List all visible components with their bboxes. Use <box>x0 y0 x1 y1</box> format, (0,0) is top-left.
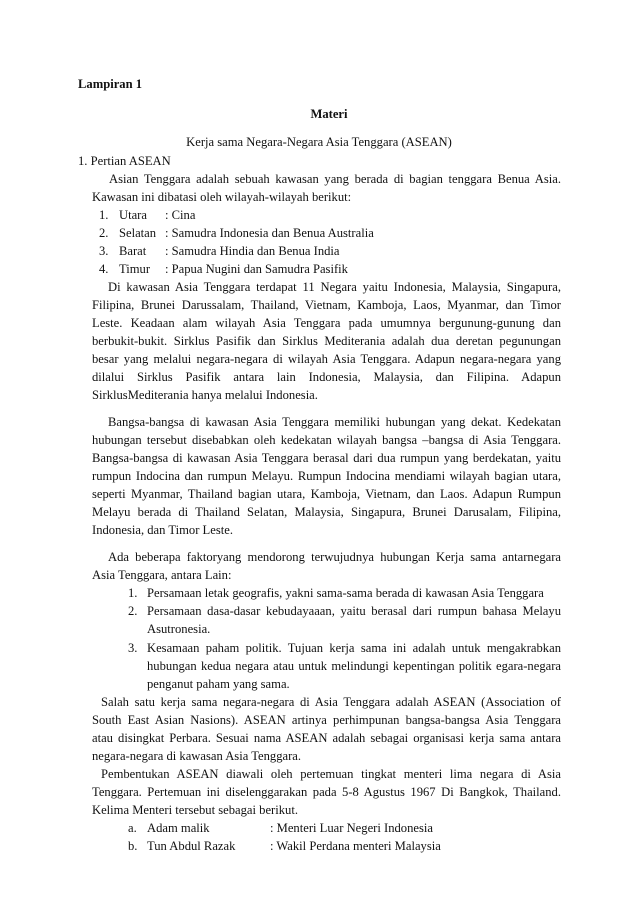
list-item: 2. Selatan : Samudra Indonesia dan Benua Australia <box>99 226 374 240</box>
paragraph-line: Ada beberapa faktoryang mendorong terwujudnya hubungan Kerja sama antarnegara <box>108 550 561 564</box>
paragraph-line: Filipina, Brunei Darussalam, Thailand, Vietnam, Kamboja, Laos, Myanmar, dan Timor <box>92 298 561 312</box>
paragraph-line: hubungan tersebut disebabkan oleh kedekatan wilayah bangsa –bangsa di Asia Tenggara. <box>92 433 561 447</box>
list-item: hubungan kedua negara atau untuk melindungi kepentingan politik egara-negara <box>147 659 561 673</box>
paragraph-line: rumpun Indocina dan rumpun Melayu. Rumpun Indocina mendiami wilayah bagian utara, <box>92 469 561 483</box>
paragraph-line: Kelima Menteri tersebut sebagai berikut. <box>92 803 298 817</box>
paragraph-line: Indonesia, dan Timor Leste. <box>92 523 233 537</box>
paragraph-line: seperti Myanmar, Thailand bagian utara, Kamboja, Vietnam, dan Laos. Adapun Rumpun <box>92 487 561 501</box>
intro-line: Asian Tenggara adalah sebuah kawasan yang berada di bagian tenggara Benua Asia. <box>109 172 561 186</box>
title-materi: Materi <box>310 107 348 121</box>
paragraph-line: negara-negara di kawasan Asia Tenggara. <box>92 749 302 763</box>
section-heading: 1. Pertian ASEAN <box>78 154 171 168</box>
list-number: 1. <box>128 586 138 600</box>
subtitle: Kerja sama Negara-Negara Asia Tenggara (ASEAN) <box>186 135 452 149</box>
paragraph-line: Salah satu kerja sama negara-negara di Asia Tenggara adalah ASEAN (Association of <box>101 695 561 709</box>
paragraph-line: Bangsa-bangsa di kawasan Asia Tenggara berasal dari dua rumpun yang berdekatan, yaitu <box>92 451 561 465</box>
paragraph-line: dilalui Sirklus Pasifik antara lain Indonesia, Malaysia, dan Filipina. Adapun <box>92 370 561 384</box>
heading-lampiran: Lampiran 1 <box>78 77 143 91</box>
list-item: 1. Utara : Cina <box>99 208 196 222</box>
list-item: a. Adam malik : Menteri Luar Negeri Indonesia <box>128 821 433 835</box>
paragraph-line: Bangsa-bangsa di kawasan Asia Tenggara memiliki hubungan yang dekat. Kedekatan <box>108 415 561 429</box>
paragraph-line: Melayu berada di Thailand Selatan, Malaysia, Singapura, Brunei Darusalam, Filipina, <box>92 505 561 519</box>
paragraph-line: berbukit-bukit. Sirklus Pasifik dan Sirklus Mediterania adalah dua deretan pegunungan <box>92 334 561 348</box>
list-item: b. Tun Abdul Razak : Wakil Perdana menteri Malaysia <box>128 839 441 853</box>
paragraph-line: Leste. Keadaan alam wilayah Asia Tenggara pada umumnya bergunung-gunung dan <box>92 316 561 330</box>
paragraph-line: besar yang melalui negara-negara di wilayah Asia Tenggara. Adapun negara-negara yang <box>92 352 561 366</box>
paragraph-line: Asia Tenggara, antara Lain: <box>92 568 232 582</box>
list-item: 4. Timur : Papua Nugini dan Samudra Pasifik <box>99 262 348 276</box>
paragraph-line: South East Asian Nasions). ASEAN artinya perhimpunan bangsa-bangsa Asia Tenggara <box>92 713 561 727</box>
list-item: Asutronesia. <box>147 622 211 636</box>
paragraph-line: Tenggara. Pertemuan ini diselenggarakan pada 5-8 Agustus 1967 Di Bangkok, Thailand. <box>92 785 561 799</box>
list-number: 3. <box>128 641 138 655</box>
paragraph-line: Pembentukan ASEAN diawali oleh pertemuan tingkat menteri lima negara di Asia <box>101 767 561 781</box>
paragraph-line: Di kawasan Asia Tenggara terdapat 11 Negara yaitu Indonesia, Malaysia, Singapura, <box>108 280 561 294</box>
intro-line: Kawasan ini dibatasi oleh wilayah-wilayah berikut: <box>92 190 352 204</box>
list-number: 2. <box>128 604 138 618</box>
list-item: Persamaan dasa-dasar kebudayaaan, yaitu berasal dari rumpun bahasa Melayu <box>147 604 561 618</box>
list-item: Persamaan letak geografis, yakni sama-sama berada di kawasan Asia Tenggara <box>147 586 544 600</box>
list-item: penganut paham yang sama. <box>147 677 290 691</box>
paragraph-line: SirklusMediterania hanya melalui Indonesia. <box>92 388 318 402</box>
list-item: 3. Barat : Samudra Hindia dan Benua India <box>99 244 340 258</box>
list-item: Kesamaan paham politik. Tujuan kerja sama ini adalah untuk mengakrabkan <box>147 641 561 655</box>
paragraph-line: atau disingkat Perbara. Sesuai nama ASEAN adalah sebagai organisasi kerja sama antara <box>92 731 561 745</box>
